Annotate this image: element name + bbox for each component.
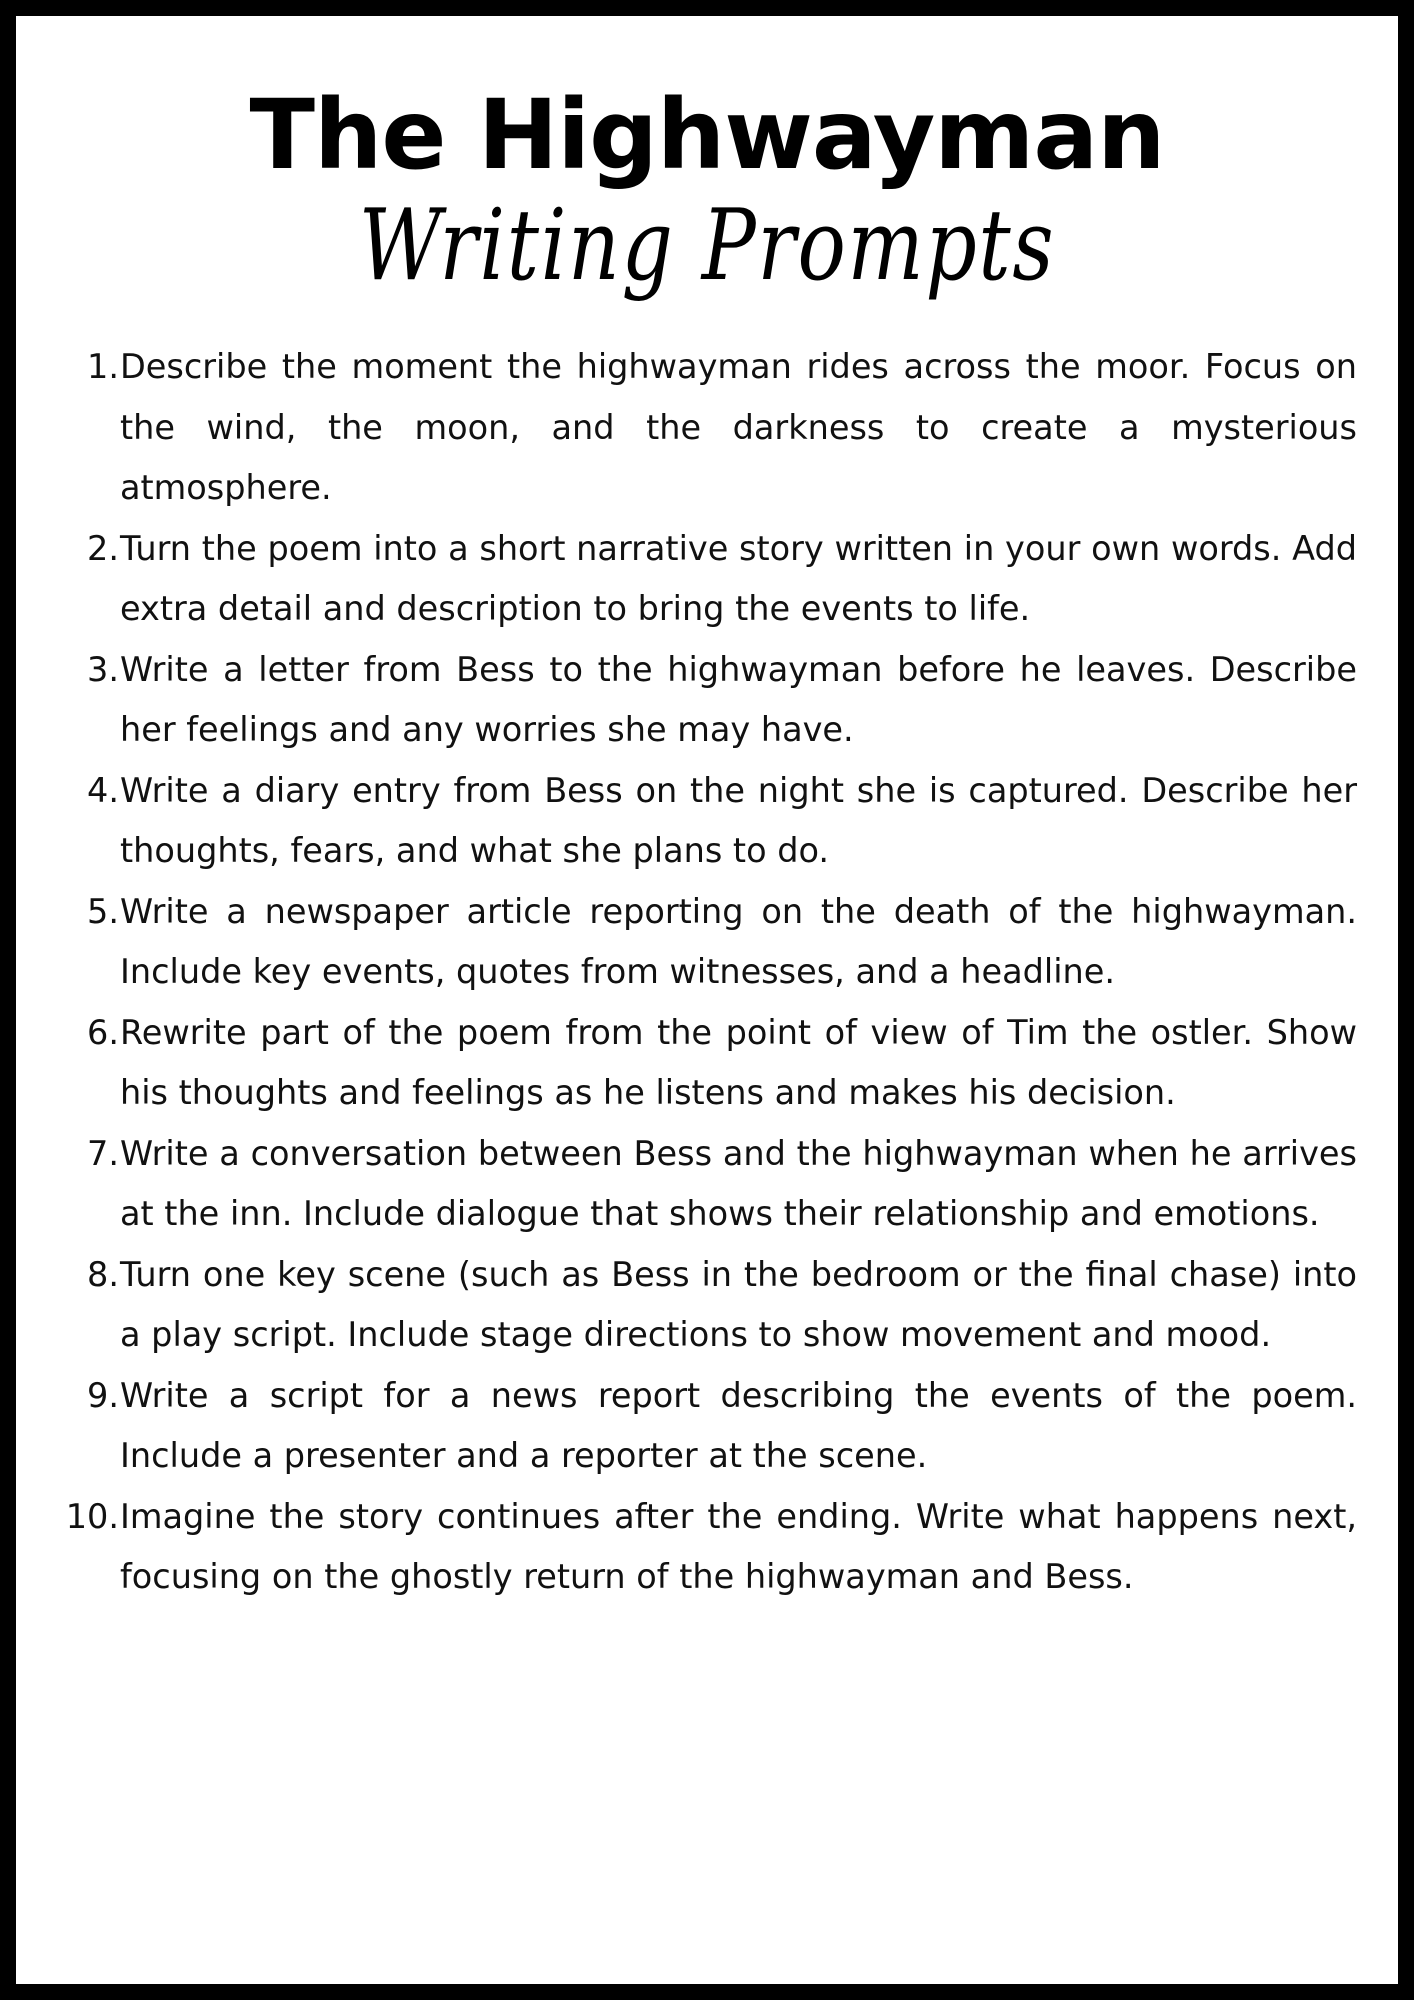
prompt-number: 1. xyxy=(87,347,119,386)
prompt-text: Turn one key scene (such as Bess in the bedroom or the final chase) into a play script. Include stage directions to show movement and mood. xyxy=(120,1254,1357,1354)
prompt-item xyxy=(16,1003,1398,1124)
prompt-item xyxy=(16,761,1398,882)
prompt-item xyxy=(16,1245,1398,1366)
prompt-text: Write a letter from Bess to the highwayman before he leaves. Describe her feelings and any worries she may have. xyxy=(120,649,1357,749)
prompt-number: 8. xyxy=(87,1254,119,1294)
prompt-item xyxy=(16,640,1398,761)
prompt-item xyxy=(16,337,1398,519)
prompt-text: Imagine the story continues after the ending. Write what happens next, focusing on the ghostly return of the highwayman and Bess. xyxy=(120,1496,1357,1596)
prompt-number: 3. xyxy=(87,649,119,689)
prompt-list xyxy=(16,337,1398,1608)
prompt-number: 5. xyxy=(87,891,119,931)
prompt-number: 10. xyxy=(65,1496,119,1536)
prompt-text: Write a newspaper article reporting on the death of the highwayman. Include key events, quotes from witnesses, and a headline. xyxy=(120,891,1357,991)
prompt-item xyxy=(16,882,1398,1003)
prompt-number: 6. xyxy=(87,1012,119,1052)
page-title: The Highwayman xyxy=(249,79,1165,191)
prompt-text: Write a conversation between Bess and the highwayman when he arrives at the inn. Include dialogue that shows their relationship and emotions. xyxy=(120,1133,1357,1233)
prompt-item xyxy=(16,1487,1398,1608)
prompt-number: 2. xyxy=(87,528,119,568)
worksheet-page xyxy=(16,16,1398,1984)
prompt-item xyxy=(16,1366,1398,1487)
prompt-text: Turn the poem into a short narrative story written in your own words. Add extra detail and description to bring the events to life. xyxy=(120,528,1357,628)
prompt-item xyxy=(16,1124,1398,1245)
prompt-number: 9. xyxy=(87,1375,119,1415)
page-subtitle: Writing Prompts xyxy=(358,189,1056,303)
prompt-item xyxy=(16,519,1398,640)
prompt-number: 7. xyxy=(87,1133,119,1173)
prompt-text: Write a diary entry from Bess on the night she is captured. Describe her thoughts, fears, and what she plans to do. xyxy=(120,770,1357,870)
prompt-number: 4. xyxy=(87,770,119,810)
prompt-text: Rewrite part of the poem from the point of view of Tim the ostler. Show his thoughts and feelings as he listens and makes his decision. xyxy=(120,1012,1357,1112)
prompt-text: Write a script for a news report describing the events of the poem. Include a presenter and a reporter at the scene. xyxy=(120,1375,1357,1475)
prompt-text: Describe the moment the highwayman rides across the moor. Focus on the wind, the moon, and the darkness to create a mysterious atmosphere. xyxy=(120,347,1357,507)
